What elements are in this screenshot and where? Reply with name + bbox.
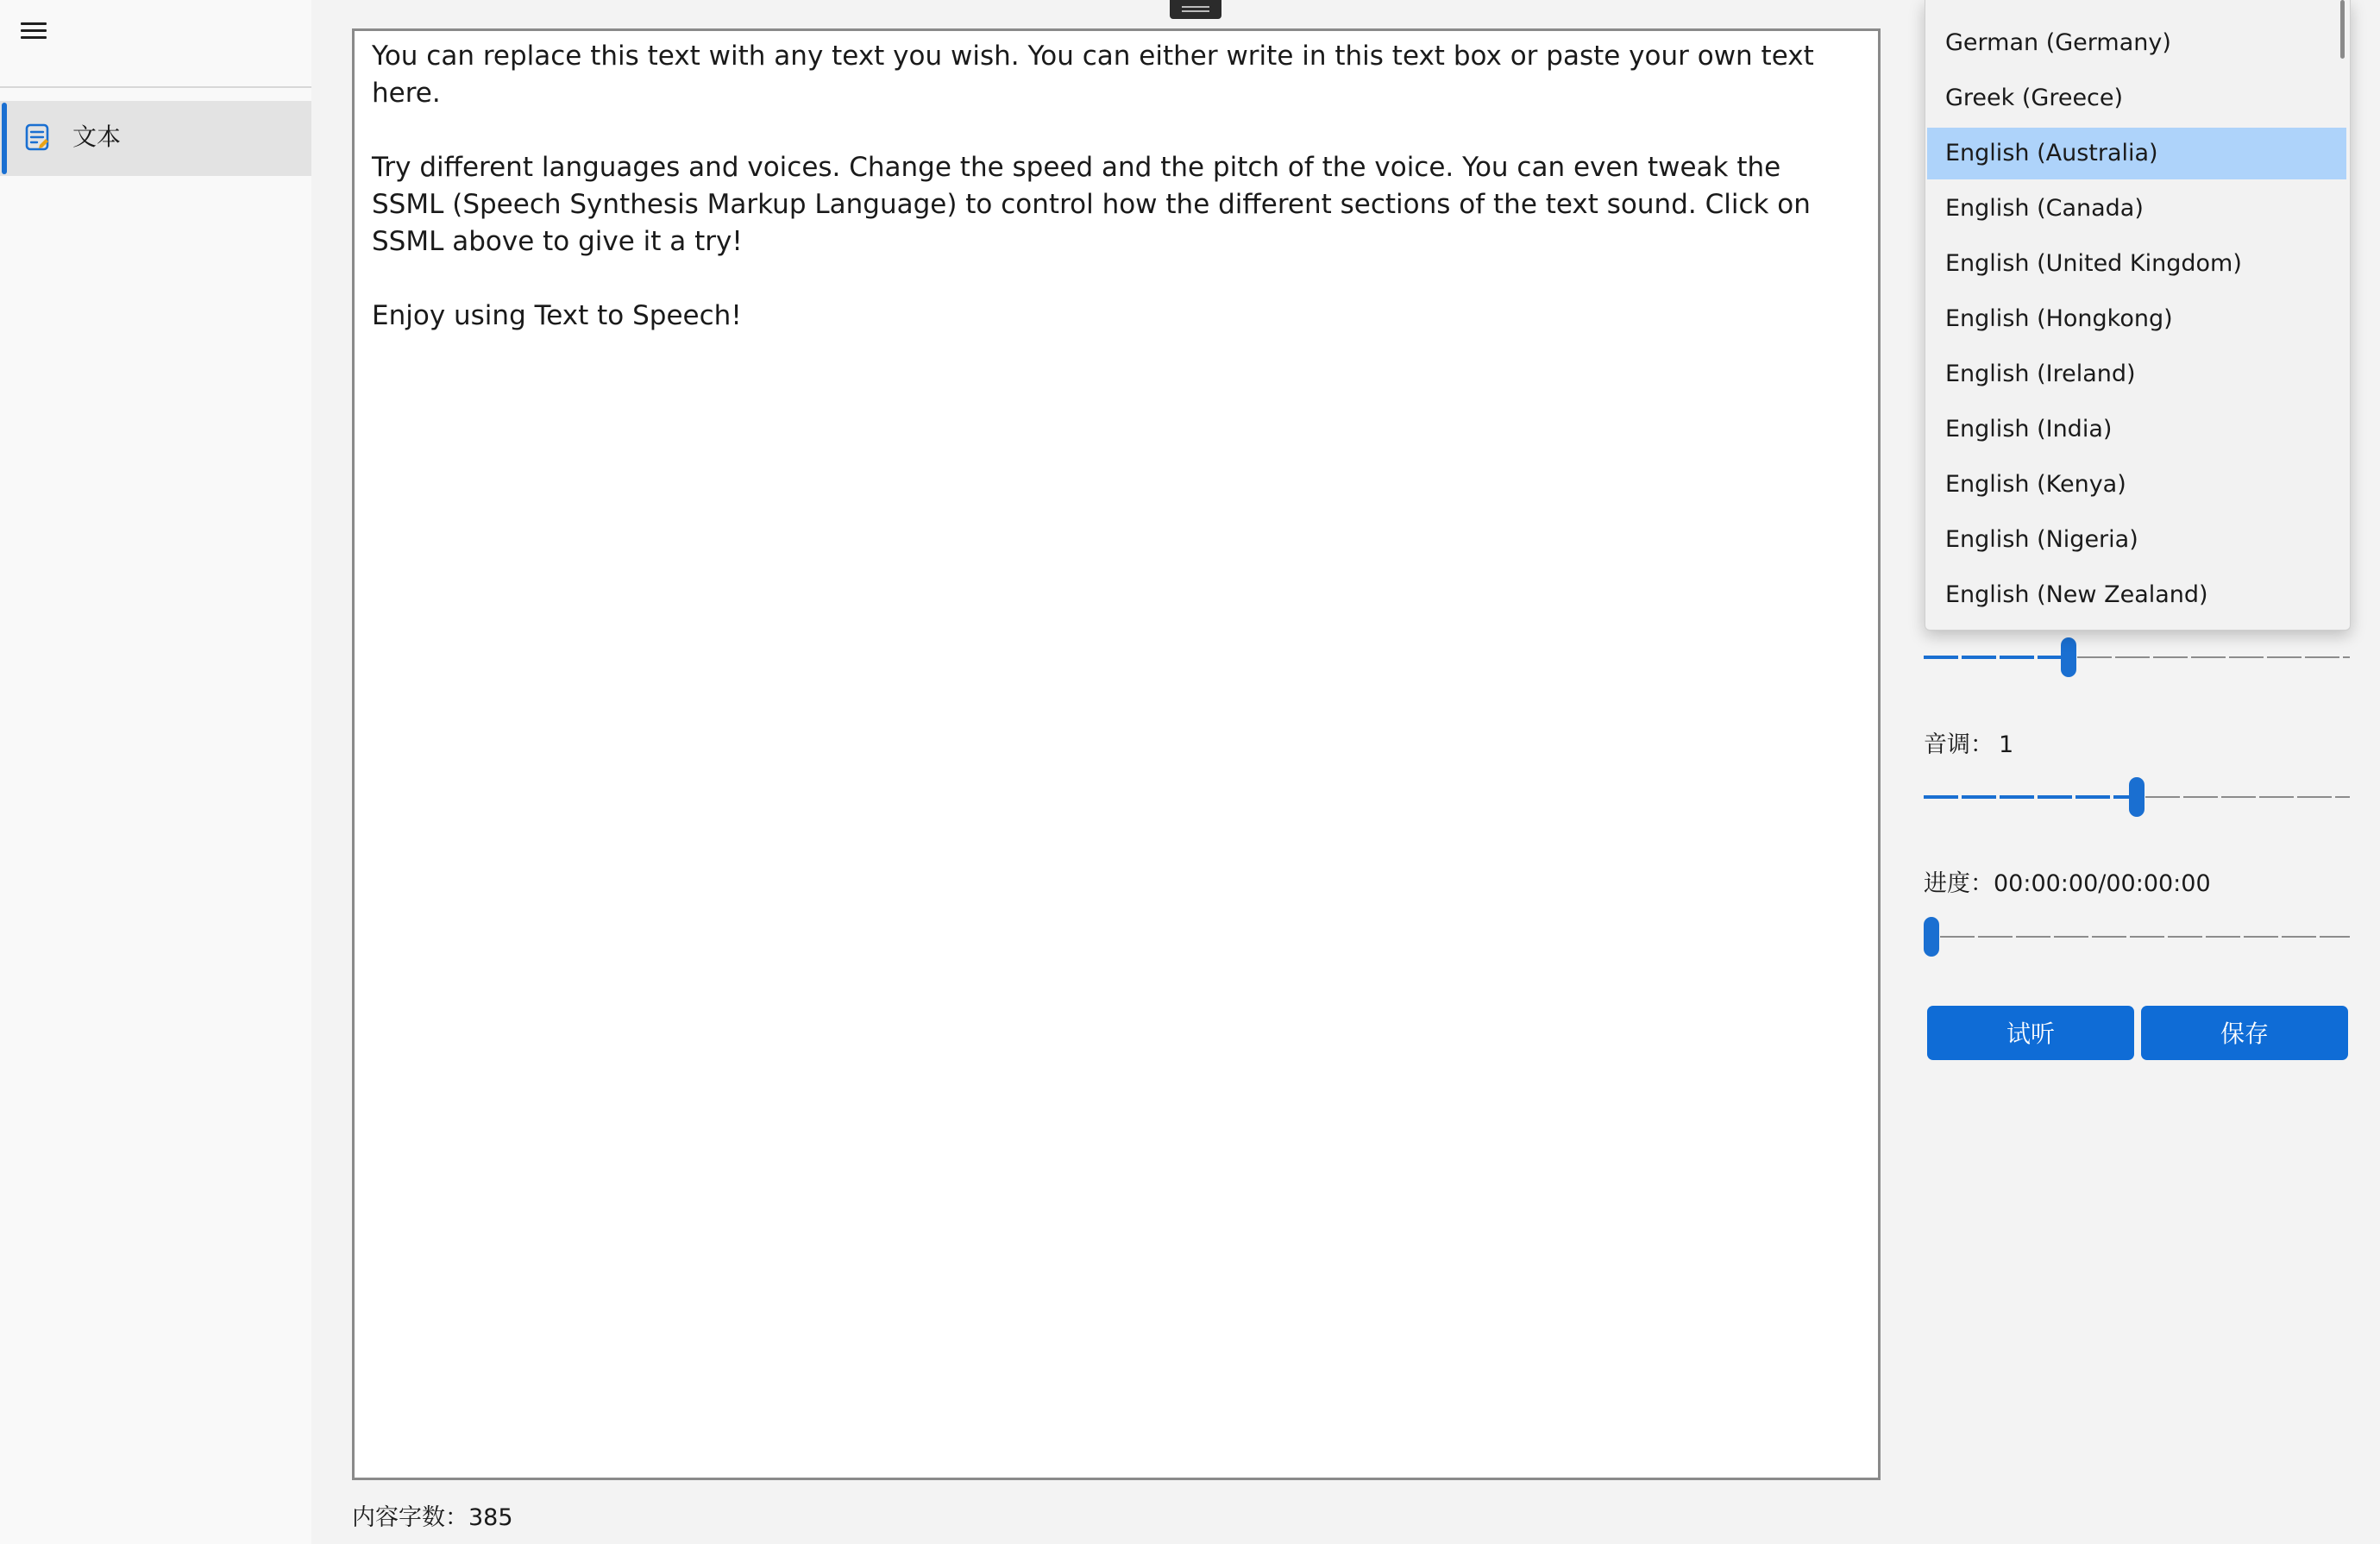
language-dropdown-list[interactable] bbox=[1925, 0, 2351, 631]
slider-thumb[interactable] bbox=[1924, 917, 1939, 957]
language-option[interactable]: Greek (Greece) bbox=[1945, 85, 2124, 111]
speed-slider[interactable] bbox=[1924, 636, 2350, 679]
language-option[interactable]: German (Germany) bbox=[1945, 29, 2171, 56]
progress-label-text: 进度： bbox=[1924, 870, 1994, 897]
language-option[interactable]: English (Ireland) bbox=[1945, 361, 2136, 387]
slider-thumb[interactable] bbox=[2061, 637, 2076, 677]
slider-thumb[interactable] bbox=[2129, 777, 2145, 817]
sidebar-item-label: 文本 bbox=[72, 122, 122, 151]
language-option[interactable]: English (United Kingdom) bbox=[1945, 250, 2242, 277]
save-button[interactable]: 保存 bbox=[2141, 1006, 2348, 1060]
slider-track-filled bbox=[1924, 795, 2137, 799]
slider-track-filled bbox=[1924, 656, 2069, 659]
pitch-label bbox=[1924, 728, 2013, 763]
hamburger-menu-icon[interactable] bbox=[17, 19, 52, 45]
language-option[interactable]: English (Canada) bbox=[1945, 195, 2144, 222]
pitch-value: 1 bbox=[1999, 731, 2014, 758]
language-option[interactable]: English (Kenya) bbox=[1945, 471, 2126, 498]
char-count bbox=[352, 1499, 513, 1537]
preview-button[interactable]: 试听 bbox=[1927, 1006, 2134, 1060]
slider-track-empty bbox=[1940, 936, 2350, 938]
language-option[interactable]: English (Hongkong) bbox=[1945, 305, 2173, 332]
pitch-label-text: 音调： bbox=[1924, 731, 1994, 758]
sidebar-divider bbox=[0, 86, 311, 88]
sidebar bbox=[0, 0, 311, 1544]
language-option[interactable]: English (India) bbox=[1945, 416, 2113, 442]
document-text-icon bbox=[24, 122, 52, 154]
char-count-value: 385 bbox=[468, 1504, 513, 1531]
progress-label bbox=[1924, 867, 2211, 901]
progress-value: 00:00:00/00:00:00 bbox=[1994, 870, 2211, 897]
progress-slider[interactable] bbox=[1924, 915, 2350, 958]
language-option[interactable]: English (Nigeria) bbox=[1945, 526, 2138, 553]
language-option[interactable]: English (Australia) bbox=[1927, 128, 2346, 179]
drag-handle-icon[interactable] bbox=[1170, 0, 1221, 19]
char-count-label: 内容字数： bbox=[352, 1504, 468, 1531]
slider-track-empty bbox=[2077, 656, 2350, 658]
slider-track-empty bbox=[2145, 796, 2350, 798]
text-editor[interactable]: You can replace this text with any text you wish. You can either write in this text box or paste your own text here. Try different languages and voices. Change the speed and the pitch of the voice. You can even tweak the SSML (Speech Synthesis Markup Language) to control how the different sections of the text sound. Click on SSML above to give it a try! Enjoy using Text to Speech! bbox=[352, 28, 1881, 1480]
selection-indicator bbox=[2, 103, 7, 174]
sidebar-item-text[interactable] bbox=[0, 101, 311, 176]
pitch-slider[interactable] bbox=[1924, 775, 2350, 819]
language-option[interactable]: English (New Zealand) bbox=[1945, 581, 2208, 608]
